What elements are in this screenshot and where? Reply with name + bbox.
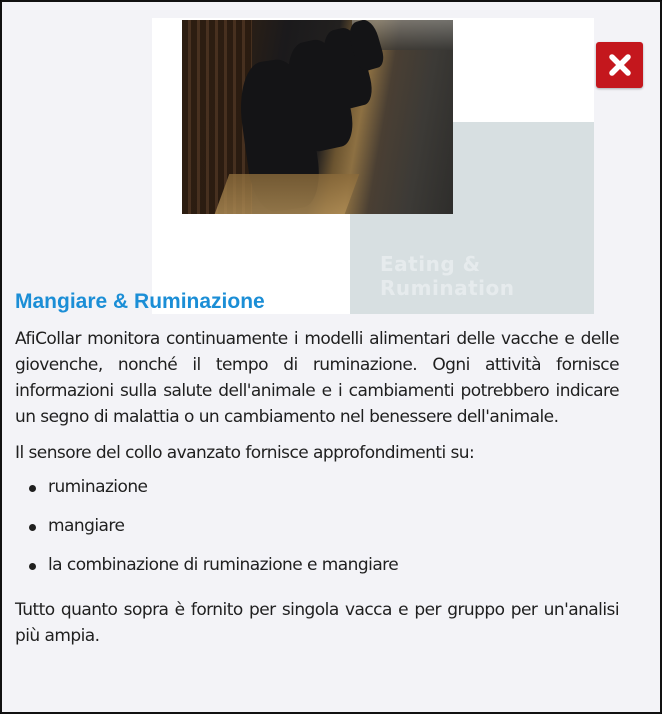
list-item: mangiare [15,513,619,552]
close-button[interactable] [596,42,643,88]
list-item: la combinazione di ruminazione e mangiare [15,552,619,591]
list-item: ruminazione [15,474,619,513]
cows-eating-photo [182,20,453,214]
dialog-title: Mangiare & Ruminazione [15,290,265,313]
close-icon [607,52,633,78]
hero-image [152,18,594,314]
hero-caption-line2: Rumination [380,276,515,300]
insights-intro: Il sensore del collo avanzato fornisce approfondimenti su: [15,443,475,463]
hero-caption-line1: Eating & [380,252,481,276]
dialog-content [15,326,619,659]
hay-decoration [215,174,360,214]
hero-caption [380,252,514,300]
insights-list [15,474,619,591]
description-paragraph: AfiCollar monitora continuamente i modelli alimentari delle vacche e delle giovenche, nonché il tempo di ruminazione. Ogni attività fornisce informazioni sulla salute dell'animale e i cambiamenti potrebbero indicare un segno di malattia o un cambiamento nel benessere dell'animale. [15,329,619,427]
footer-paragraph: Tutto quanto sopra è fornito per singola vacca e per gruppo per un'analisi più ampia. [15,600,619,646]
